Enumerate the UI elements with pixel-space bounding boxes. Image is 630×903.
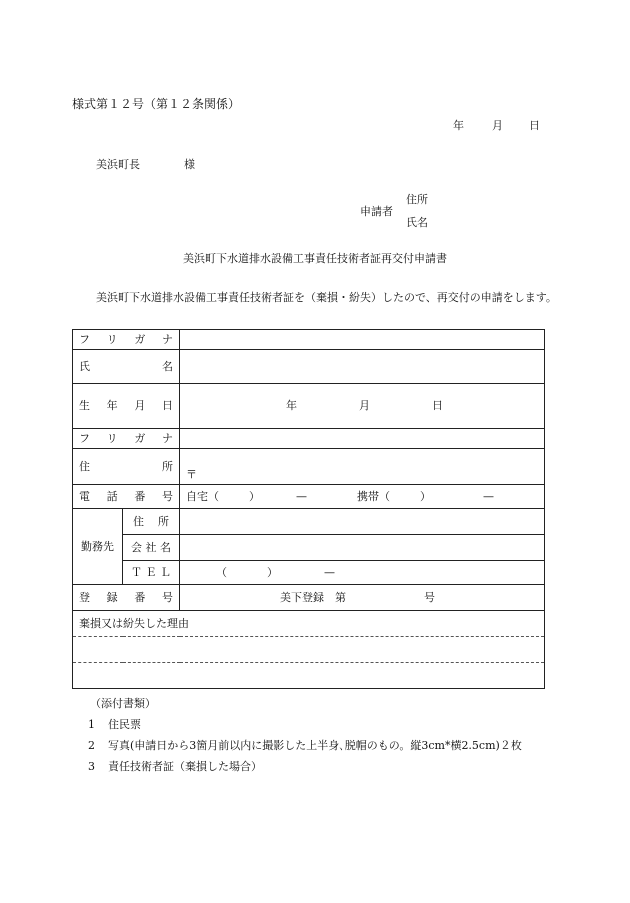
addressee-honorific: 様 bbox=[184, 158, 195, 171]
mobile-dash: — bbox=[483, 489, 494, 503]
reason-field-2[interactable] bbox=[73, 663, 545, 689]
birthdate-field[interactable] bbox=[180, 384, 545, 429]
name-label: 氏 名 bbox=[73, 350, 180, 384]
registration-prefix: 美下登録 第 bbox=[280, 590, 346, 604]
workplace-address-row bbox=[73, 509, 545, 535]
attachment-number: 1 bbox=[88, 718, 95, 731]
attachment-item bbox=[88, 739, 522, 752]
work-dash: — bbox=[324, 565, 335, 579]
attachment-item bbox=[88, 718, 141, 731]
registration-suffix: 号 bbox=[424, 590, 435, 604]
reason-line-1 bbox=[73, 637, 545, 663]
attachment-text: 責任技術者証（棄損した場合） bbox=[108, 760, 262, 773]
attachment-number: 3 bbox=[88, 760, 95, 773]
furigana-row bbox=[73, 330, 545, 350]
furigana-field[interactable] bbox=[180, 330, 545, 350]
company-label: 会 社 名 bbox=[123, 535, 180, 561]
workplace-address-label: 住 所 bbox=[123, 509, 180, 535]
date-day-label: 日 bbox=[529, 119, 540, 132]
registration-row bbox=[73, 585, 545, 611]
date-line bbox=[453, 119, 540, 132]
applicant-name-label: 氏名 bbox=[406, 216, 428, 229]
home-phone-label: 自宅（ bbox=[186, 489, 219, 503]
home-close-paren: ） bbox=[249, 489, 260, 503]
work-close-paren: ） bbox=[267, 565, 278, 579]
company-row bbox=[73, 535, 545, 561]
attachment-item bbox=[88, 760, 262, 773]
home-dash: — bbox=[296, 489, 307, 503]
phone-row bbox=[73, 485, 545, 509]
attachment-text: 住民票 bbox=[108, 718, 141, 731]
address-row bbox=[73, 449, 545, 485]
reason-label: 棄損又は紛失した理由 bbox=[73, 611, 545, 637]
phone-label: 電 話 番 号 bbox=[73, 485, 180, 509]
birthdate-row bbox=[73, 384, 545, 429]
application-form-table bbox=[72, 329, 545, 689]
address-field[interactable] bbox=[180, 449, 545, 485]
address-furigana-field[interactable] bbox=[180, 429, 545, 449]
birth-month-label: 月 bbox=[359, 399, 370, 413]
phone-field[interactable] bbox=[180, 485, 545, 509]
body-text: 美浜町下水道排水設備工事責任技術者証を（棄損・紛失）したので、再交付の申請をします。 bbox=[96, 291, 557, 304]
company-field[interactable] bbox=[180, 535, 545, 561]
address-furigana-row bbox=[73, 429, 545, 449]
work-open-paren: （ bbox=[216, 565, 227, 579]
mobile-phone-label: 携帯（ bbox=[357, 489, 390, 503]
workplace-label: 勤務先 bbox=[73, 509, 123, 585]
address-label: 住 所 bbox=[73, 449, 180, 485]
work-tel-label: Ｔ Ｅ Ｌ bbox=[123, 561, 180, 585]
attachment-text: 写真(申請日から3箇月前以内に撮影した上半身､脱帽のもの。縦3cm*横2.5cm)２枚 bbox=[108, 739, 522, 752]
form-number: 様式第１２号（第１２条関係） bbox=[72, 97, 241, 111]
name-field[interactable] bbox=[180, 350, 545, 384]
furigana-label: フ リ ガ ナ bbox=[73, 330, 180, 350]
reason-heading-row bbox=[73, 611, 545, 637]
applicant-address-label: 住所 bbox=[406, 193, 428, 206]
addressee bbox=[96, 158, 195, 171]
workplace-address-field[interactable] bbox=[180, 509, 545, 535]
document-title: 美浜町下水道排水設備工事責任技術者証再交付申請書 bbox=[183, 252, 447, 265]
addressee-name: 美浜町長 bbox=[96, 158, 140, 171]
birthdate-label: 生 年 月 日 bbox=[73, 384, 180, 429]
attachments-heading: （添付書類） bbox=[90, 697, 156, 710]
postal-mark: 〒 bbox=[186, 467, 197, 481]
reason-field-1[interactable] bbox=[73, 637, 545, 663]
mobile-close-paren: ） bbox=[420, 489, 431, 503]
registration-field[interactable] bbox=[180, 585, 545, 611]
birth-year-label: 年 bbox=[286, 399, 297, 413]
date-month-label: 月 bbox=[492, 119, 503, 132]
work-tel-field[interactable] bbox=[180, 561, 545, 585]
work-tel-row bbox=[73, 561, 545, 585]
applicant-label: 申請者 bbox=[360, 205, 393, 218]
registration-label: 登 録 番 号 bbox=[73, 585, 180, 611]
name-row bbox=[73, 350, 545, 384]
reason-line-2 bbox=[73, 663, 545, 689]
address-furigana-label: フ リ ガ ナ bbox=[73, 429, 180, 449]
date-year-label: 年 bbox=[453, 119, 464, 132]
birth-day-label: 日 bbox=[432, 399, 443, 413]
attachment-number: 2 bbox=[88, 739, 95, 752]
